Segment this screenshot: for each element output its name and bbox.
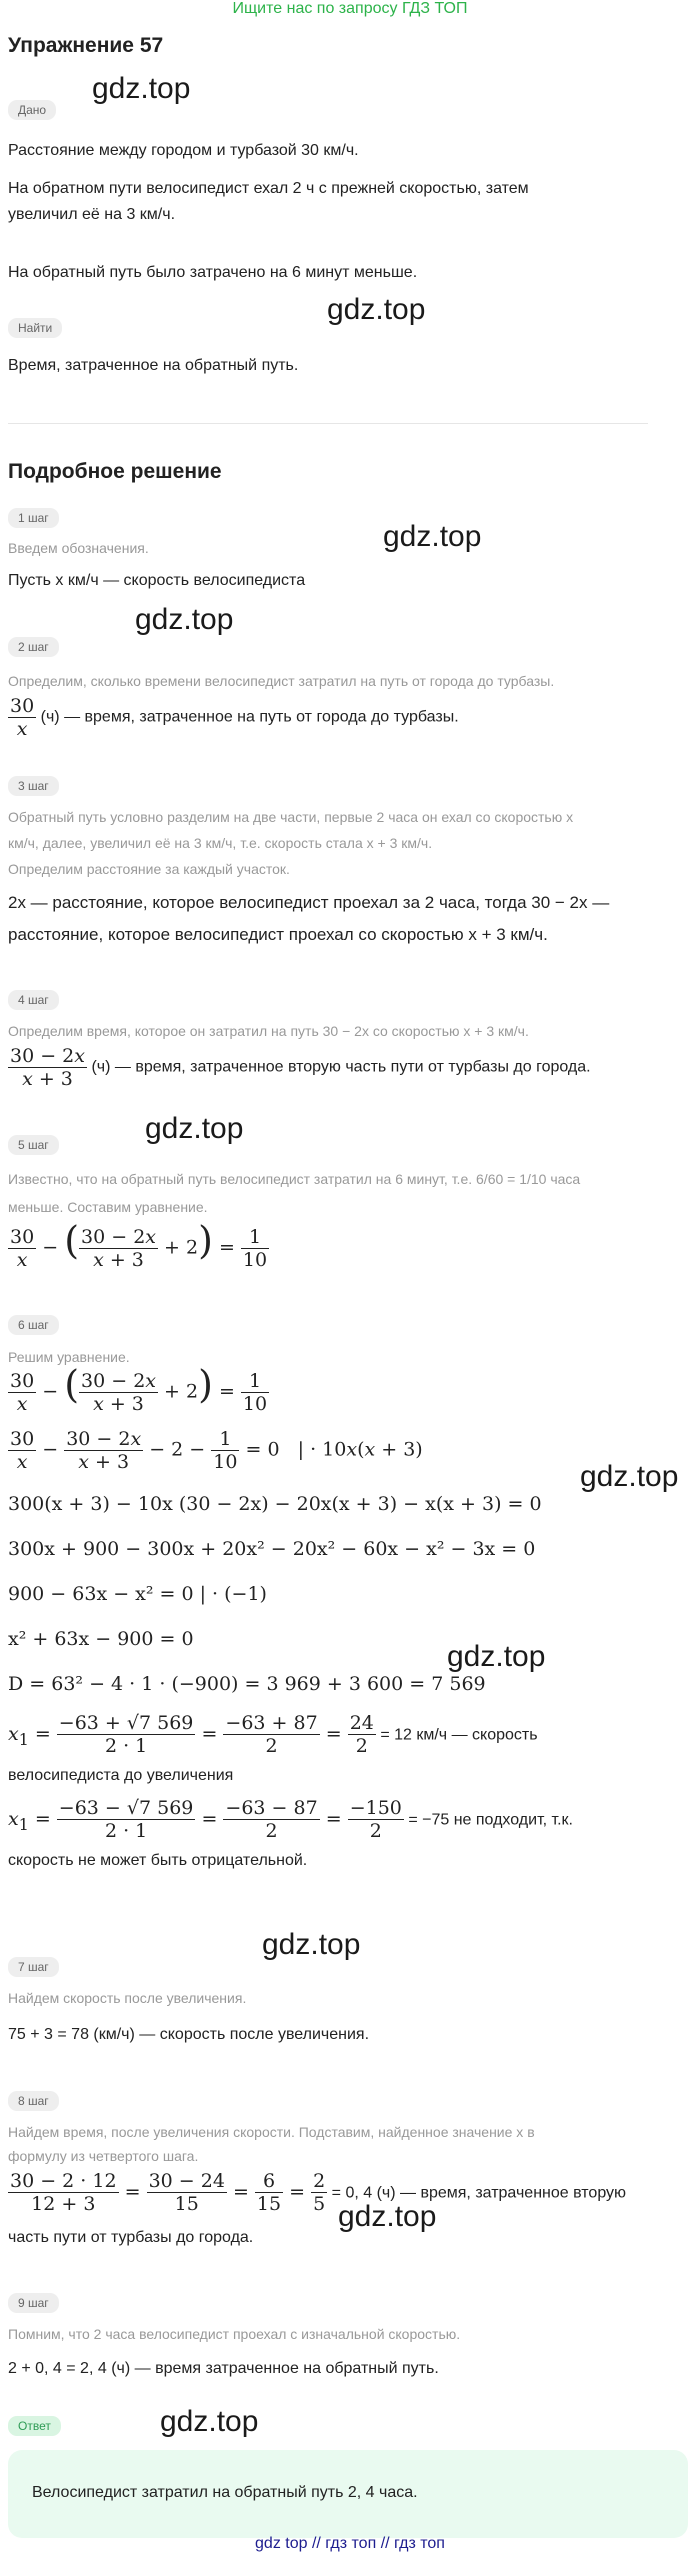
equation: $x_1$ = $\frac{-63 + √7 569}{2 \cdot 1}$ = $\frac{-63 + 87}{2}$ = $\frac{24}{2}$ = 12 км/ч — скорость (8, 1712, 538, 1757)
equation: $\frac{30}{x}$ − ( $\frac{30 - 2x}{x + 3}$ + 2) = $\frac{1}{10}$ (10, 1362, 268, 1415)
equation: $\frac{30}{x}$ − ( $\frac{30 - 2x}{x + 3}$ + 2) = $\frac{1}{10}$ (10, 1218, 268, 1271)
step-line: Пусть x км/ч — скорость велосипедиста (8, 572, 306, 589)
step-line: часть пути от турбазы до города. (8, 2229, 254, 2246)
step-hint: Найдем скорость после увеличения. (8, 1990, 247, 2006)
divider (8, 423, 648, 424)
step-badge: 1 шаг (8, 508, 59, 528)
equation: 900 − 63x − x² = 0 | · (−1) (8, 1583, 267, 1605)
step-line: (ч) — время, затраченное вторую часть пути от турбазы до города. (91, 1058, 591, 1076)
step-line: велосипедиста до увеличения (8, 1767, 234, 1784)
step-hint: Введем обозначения. (8, 540, 149, 556)
step-line: 75 + 3 = 78 (км/ч) — скорость после увеличения. (8, 2026, 370, 2043)
step-line: 2x — расстояние, которое велосипедист проехал за 2 часа, тогда 30 − 2x — (8, 893, 610, 912)
given-badge: Дано (8, 100, 56, 120)
step-badge: 4 шаг (8, 990, 59, 1010)
equation: 300x + 900 − 300x + 20x² − 20x² − 60x − x² − 3x = 0 (8, 1538, 536, 1560)
answer-text: Велосипедист затратил на обратный путь 2, 4 часа. (32, 2484, 418, 2501)
step-line: = −75 не подходит, т.к. (408, 1811, 573, 1829)
equation: $x_1$ = $\frac{-63 - √7 569}{2 \cdot 1}$ = $\frac{-63 - 87}{2}$ = $\frac{-150}{2}$ = −75 не подходит, т.к. (8, 1797, 573, 1842)
watermark: gdz.top (135, 603, 234, 636)
step-badge: 6 шаг (8, 1315, 59, 1335)
watermark: gdz.top (383, 520, 482, 553)
step-badge: 7 шаг (8, 1957, 59, 1977)
step-line: = 0, 4 (ч) — время, затраченное вторую (331, 2184, 627, 2202)
step-hint: Определим, сколько времени велосипедист затратил на путь от города до турбазы. (8, 673, 555, 689)
watermark: gdz.top (262, 1928, 361, 1961)
find-line: Время, затраченное на обратный путь. (8, 357, 299, 374)
step-line: = 12 км/ч — скорость (380, 1726, 538, 1744)
watermark: gdz.top (327, 293, 426, 326)
step-hint: Обратный путь условно разделим на две части, первые 2 часа он ехал со скоростью x (8, 809, 574, 825)
watermark: gdz.top (92, 72, 191, 105)
given-line: Расстояние между городом и турбазой 30 км/ч. (8, 142, 359, 159)
equation: x² + 63x − 900 = 0 (8, 1628, 194, 1650)
find-badge: Найти (8, 318, 62, 338)
equation: D = 63² − 4 · 1 · (−900) = 3 969 + 3 600 = 7 569 (8, 1673, 486, 1695)
equation: $\frac{30}{x}$ − $\frac{30 - 2x}{x + 3}$ − 2 − $\frac{1}{10}$ = 0 | · 10x(x + 3) (10, 1428, 423, 1473)
step-hint: формулу из четвертого шага. (8, 2148, 199, 2164)
watermark: gdz.top (160, 2405, 259, 2438)
solution-title: Подробное решение (8, 460, 222, 483)
footer-links[interactable]: gdz top // гдз топ // гдз топ (255, 2535, 445, 2552)
watermark: gdz.top (338, 2200, 437, 2233)
watermark: gdz.top (580, 1460, 679, 1493)
watermark: gdz.top (447, 1640, 546, 1673)
top-banner: Ищите нас по запросу ГДЗ ТОП (232, 0, 468, 17)
answer-badge: Ответ (8, 2416, 61, 2436)
page-title: Упражнение 57 (8, 34, 164, 57)
step-hint: Определим расстояние за каждый участок. (8, 861, 290, 877)
step-badge: 5 шаг (8, 1135, 59, 1155)
step-hint: Решим уравнение. (8, 1349, 130, 1365)
step-badge: 3 шаг (8, 776, 59, 796)
given-line: На обратный путь было затрачено на 6 минут меньше. (8, 264, 418, 281)
step-hint: км/ч, далее, увеличил её на 3 км/ч, т.е. скорость стала x + 3 км/ч. (8, 835, 433, 851)
step-badge: 8 шаг (8, 2091, 59, 2111)
step-formula: $\frac{30}{x}$ (ч) — время, затраченное на путь от города до турбазы. (10, 695, 459, 740)
given-line: увеличил её на 3 км/ч. (8, 206, 176, 223)
given-line: На обратном пути велосипедист ехал 2 ч с прежней скоростью, затем (8, 180, 529, 197)
equation: 300(x + 3) − 10x (30 − 2x) − 20x(x + 3) − x(x + 3) = 0 (8, 1493, 542, 1515)
step-hint: Определим время, которое он затратил на путь 30 − 2x со скоростью x + 3 км/ч. (8, 1023, 529, 1039)
step-hint: Найдем время, после увеличения скорости. Подставим, найденное значение x в (8, 2124, 535, 2140)
step-badge: 9 шаг (8, 2293, 59, 2313)
step-hint: Помним, что 2 часа велосипедист проехал с изначальной скоростью. (8, 2326, 461, 2342)
step-badge: 2 шаг (8, 637, 59, 657)
step-line: расстояние, которое велосипедист проехал со скоростью x + 3 км/ч. (8, 925, 548, 944)
step-line: скорость не может быть отрицательной. (8, 1852, 308, 1869)
equation: $\frac{30 - 2 \cdot 12}{12 + 3}$ = $\frac{30 - 24}{15}$ = $\frac{6}{15}$ = $\frac{2}{5}$ = 0, 4 (ч) — время, затраченное вторую (10, 2170, 627, 2215)
step-hint: меньше. Составим уравнение. (8, 1199, 208, 1215)
watermark: gdz.top (145, 1112, 244, 1145)
step-line: 2 + 0, 4 = 2, 4 (ч) — время затраченное на обратный путь. (8, 2360, 439, 2377)
step-formula: $\frac{30 - 2x}{x + 3}$ (ч) — время, затраченное вторую часть пути от турбазы до города. (10, 1045, 591, 1090)
step-hint: Известно, что на обратный путь велосипедист затратил на 6 минут, т.е. 6/60 = 1/10 часа (8, 1171, 581, 1187)
step-line: (ч) — время, затраченное на путь от города до турбазы. (40, 708, 459, 726)
